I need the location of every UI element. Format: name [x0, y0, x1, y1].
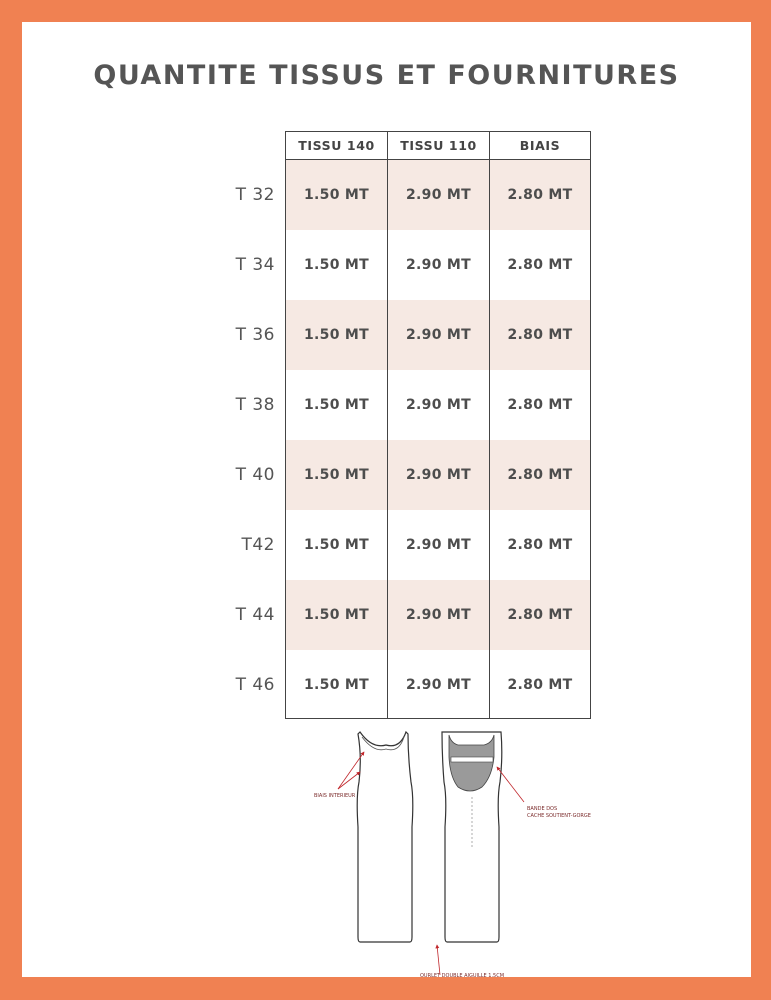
page [22, 22, 751, 977]
cell-tissu-110: 2.90 MT [406, 677, 471, 693]
column-divider [489, 132, 490, 718]
cell-tissu-110: 2.90 MT [388, 300, 489, 370]
dress-technical-drawing [302, 727, 592, 977]
cell-biais: 2.80 MT [507, 537, 573, 553]
cell-biais: 2.80 MT [490, 300, 590, 370]
cell-tissu-110: 2.90 MT [406, 397, 471, 413]
cell-tissu-140: 1.50 MT [286, 580, 387, 650]
cell-tissu-140: 1.50 MT [286, 160, 387, 230]
size-label: T42 [241, 535, 275, 555]
size-label: T 34 [235, 255, 275, 275]
dress-front-sketch [357, 732, 413, 942]
table-row [286, 650, 590, 720]
size-label: T 44 [235, 605, 275, 625]
table-row [286, 300, 590, 370]
cell-tissu-110: 2.90 MT [388, 580, 489, 650]
cell-tissu-140: 1.50 MT [286, 440, 387, 510]
cell-biais: 2.80 MT [490, 580, 590, 650]
annotation-bande-dos: BANDE DOS [527, 806, 558, 812]
table-row [286, 510, 590, 580]
cell-tissu-110: 2.90 MT [406, 257, 471, 273]
size-label: T 38 [235, 395, 275, 415]
cell-biais: 2.80 MT [507, 257, 573, 273]
annotation-ourlet: OURLET DOUBLE AIGUILLE 1.5CM [420, 973, 505, 977]
cell-tissu-140: 1.50 MT [304, 397, 369, 413]
header-biais: BIAIS [519, 138, 561, 153]
cell-biais: 2.80 MT [507, 677, 573, 693]
dress-back-sketch [442, 732, 502, 942]
table-row [286, 370, 590, 440]
size-label: T 32 [235, 185, 275, 205]
annotation-biais-interieur: BIAIS INTERIEUR [314, 793, 356, 799]
cell-tissu-140: 1.50 MT [304, 257, 369, 273]
cell-biais: 2.80 MT [490, 160, 590, 230]
header-tissu-110: TISSU 110 [400, 138, 477, 153]
cell-tissu-110: 2.90 MT [388, 160, 489, 230]
size-label: T 36 [235, 325, 275, 345]
size-label: T 40 [235, 465, 275, 485]
column-divider [387, 132, 388, 718]
page-title: QUANTITE TISSUS ET FOURNITURES [93, 60, 680, 91]
cell-tissu-140: 1.50 MT [304, 537, 369, 553]
cell-tissu-110: 2.90 MT [406, 537, 471, 553]
header-tissu-140: TISSU 140 [298, 138, 375, 153]
table-row [286, 230, 590, 300]
cell-biais: 2.80 MT [507, 397, 573, 413]
size-label: T 46 [235, 675, 275, 695]
table-row [286, 580, 590, 650]
annotation-cache-soutient-gorge: CACHE SOUTIENT-GORGE [527, 813, 591, 819]
table-row [286, 440, 590, 510]
cell-tissu-140: 1.50 MT [286, 300, 387, 370]
cell-tissu-140: 1.50 MT [304, 677, 369, 693]
fabric-quantity-table [285, 131, 591, 719]
cell-tissu-110: 2.90 MT [388, 440, 489, 510]
cell-biais: 2.80 MT [490, 440, 590, 510]
table-row [286, 160, 590, 230]
